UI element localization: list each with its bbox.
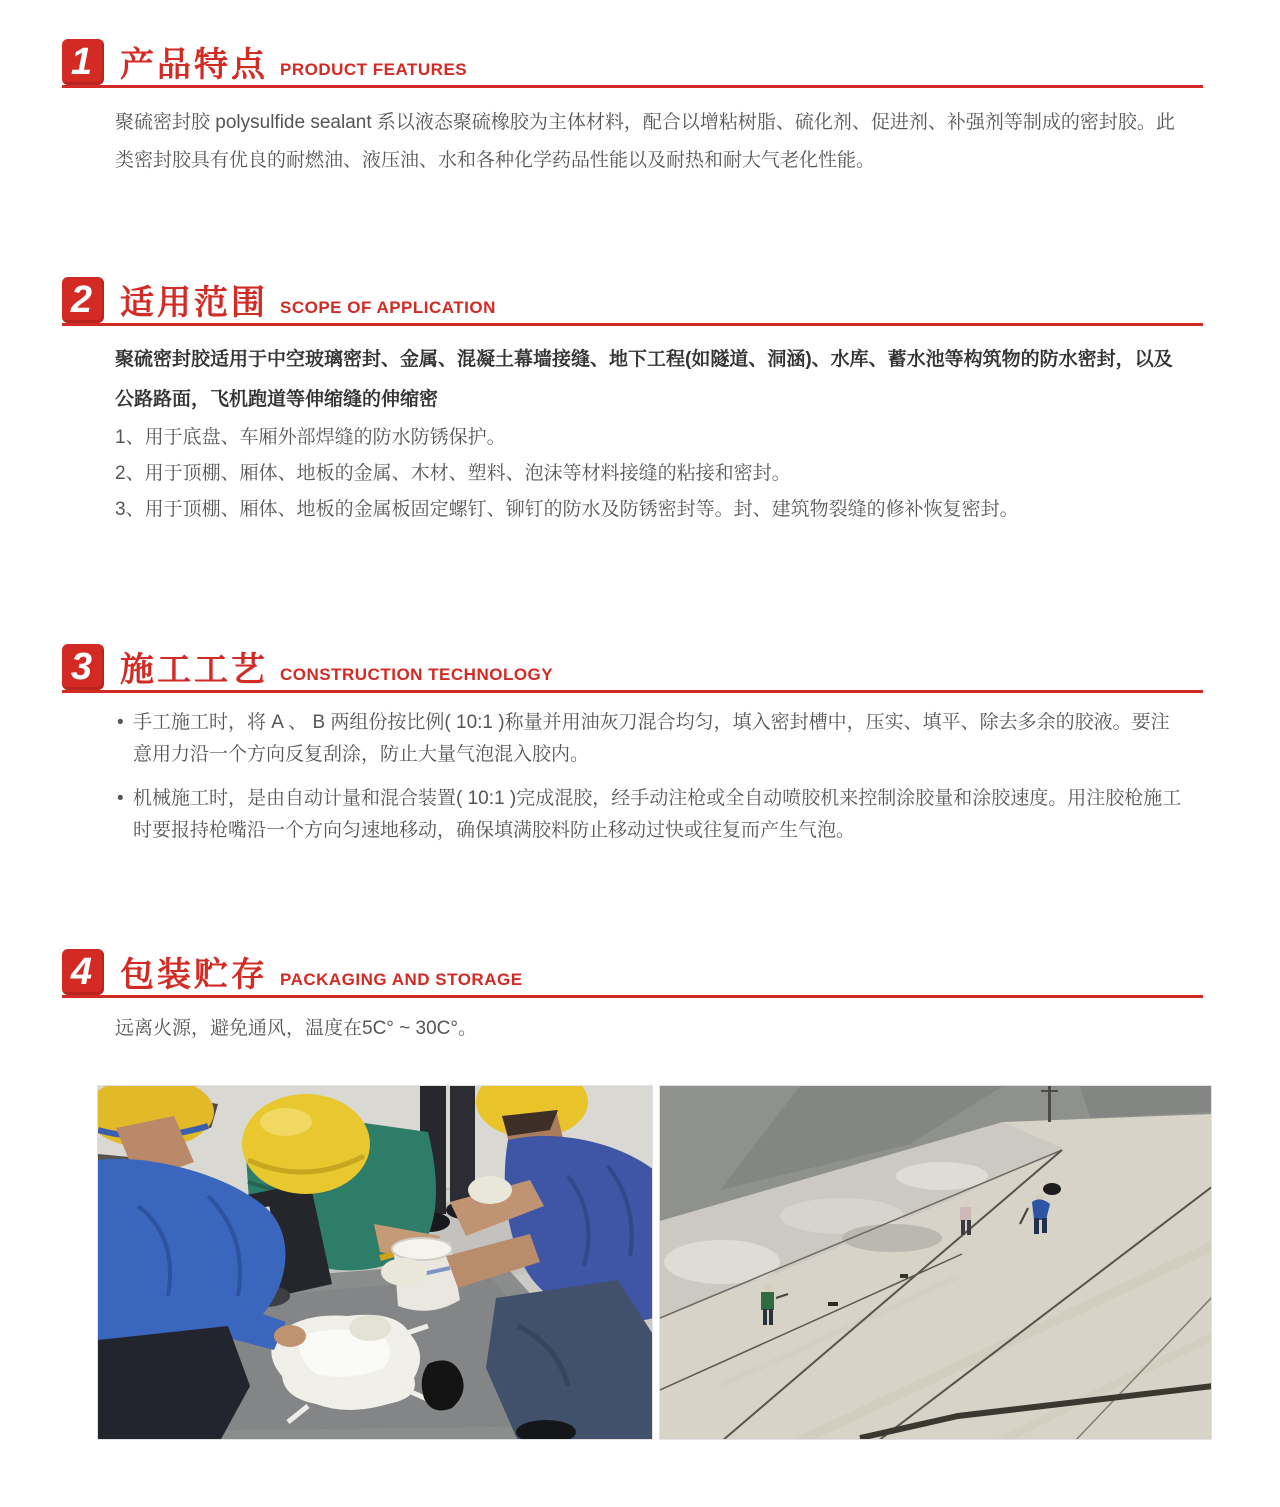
section-title-zh: 包装贮存 bbox=[120, 956, 268, 994]
section-header bbox=[62, 278, 1203, 326]
photo-workers-mixing-sealant bbox=[97, 1085, 653, 1440]
section-construction-technology bbox=[62, 645, 1280, 847]
section-number-badge: 4 bbox=[62, 949, 104, 995]
list-item: 1、用于底盘、车厢外部焊缝的防水防锈保护。 bbox=[115, 427, 506, 448]
list-item: 3、用于顶棚、厢体、地板的金属板固定螺钉、铆钉的防水及防锈密封等。封、建筑物裂缝的修补恢复密封。 bbox=[115, 499, 1019, 520]
section-title-zh: 适用范围 bbox=[120, 284, 268, 322]
section-title-zh: 施工工艺 bbox=[120, 651, 268, 689]
bullet-item: • 手工施工时，将 A 、 B 两组份按比例( 10:1 )称量并用油灰刀混合均匀，填入密封槽中，压实、填平、除去多余的胶液。要注意用力沿一个方向反复刮涂，防止大量气泡混入胶内。 bbox=[115, 707, 1183, 771]
list-item: 2、用于顶棚、厢体、地板的金属、木材、塑料、泡沫等材料接缝的粘接和密封。 bbox=[115, 463, 791, 484]
section-body bbox=[115, 104, 1183, 180]
section-header bbox=[62, 950, 1203, 998]
section-header bbox=[62, 40, 1203, 88]
photo-row bbox=[97, 1085, 1280, 1440]
paragraph: 远离火源，避免通风，温度在5C° ~ 30C°。 bbox=[115, 1018, 477, 1039]
bullet-item: • 机械施工时，是由自动计量和混合装置( 10:1 )完成混胶，经手动注枪或全自动喷胶机来控制涂胶量和涂胶速度。用注胶枪施工时要报持枪嘴沿一个方向匀速地移动，确保填满胶料防止移动过快或往复而产生气泡。 bbox=[115, 783, 1183, 847]
section-title-en: SCOPE OF APPLICATION bbox=[280, 298, 496, 317]
section-title-en: CONSTRUCTION TECHNOLOGY bbox=[280, 665, 554, 684]
section-body bbox=[115, 707, 1183, 847]
section-title-en: PACKAGING AND STORAGE bbox=[280, 970, 523, 989]
photo-dam-slope-workers bbox=[659, 1085, 1212, 1440]
section-header bbox=[62, 645, 1203, 693]
photo-workers-mixing-sealant-illustration bbox=[98, 1086, 653, 1440]
paragraph: 聚硫密封胶 polysulfide sealant 系以液态聚硫橡胶为主体材料，配合以增粘树脂、硫化剂、促进剂、补强剂等制成的密封胶。此类密封胶具有优良的耐燃油、液压油、水和各种化学药品性能以及耐热和耐大气老化性能。 bbox=[115, 112, 1175, 171]
section-body bbox=[115, 1014, 1183, 1044]
photo-dam-slope-illustration bbox=[660, 1086, 1212, 1440]
section-packaging-and-storage bbox=[62, 950, 1280, 1044]
section-title-en: PRODUCT FEATURES bbox=[280, 60, 468, 79]
section-product-features bbox=[62, 40, 1280, 180]
section-number-badge: 3 bbox=[62, 644, 104, 690]
section-number-badge: 2 bbox=[62, 277, 104, 323]
lead-paragraph: 聚硫密封胶适用于中空玻璃密封、金属、混凝土幕墙接缝、地下工程(如隧道、洞涵)、水库、蓄水池等构筑物的防水密封，以及公路路面，飞机跑道等伸缩缝的伸缩密 bbox=[115, 349, 1173, 410]
section-body bbox=[115, 340, 1183, 526]
section-title-zh: 产品特点 bbox=[120, 46, 268, 84]
bullet-list bbox=[115, 707, 1183, 847]
section-scope-of-application bbox=[62, 278, 1280, 526]
section-number-badge: 1 bbox=[62, 39, 104, 85]
